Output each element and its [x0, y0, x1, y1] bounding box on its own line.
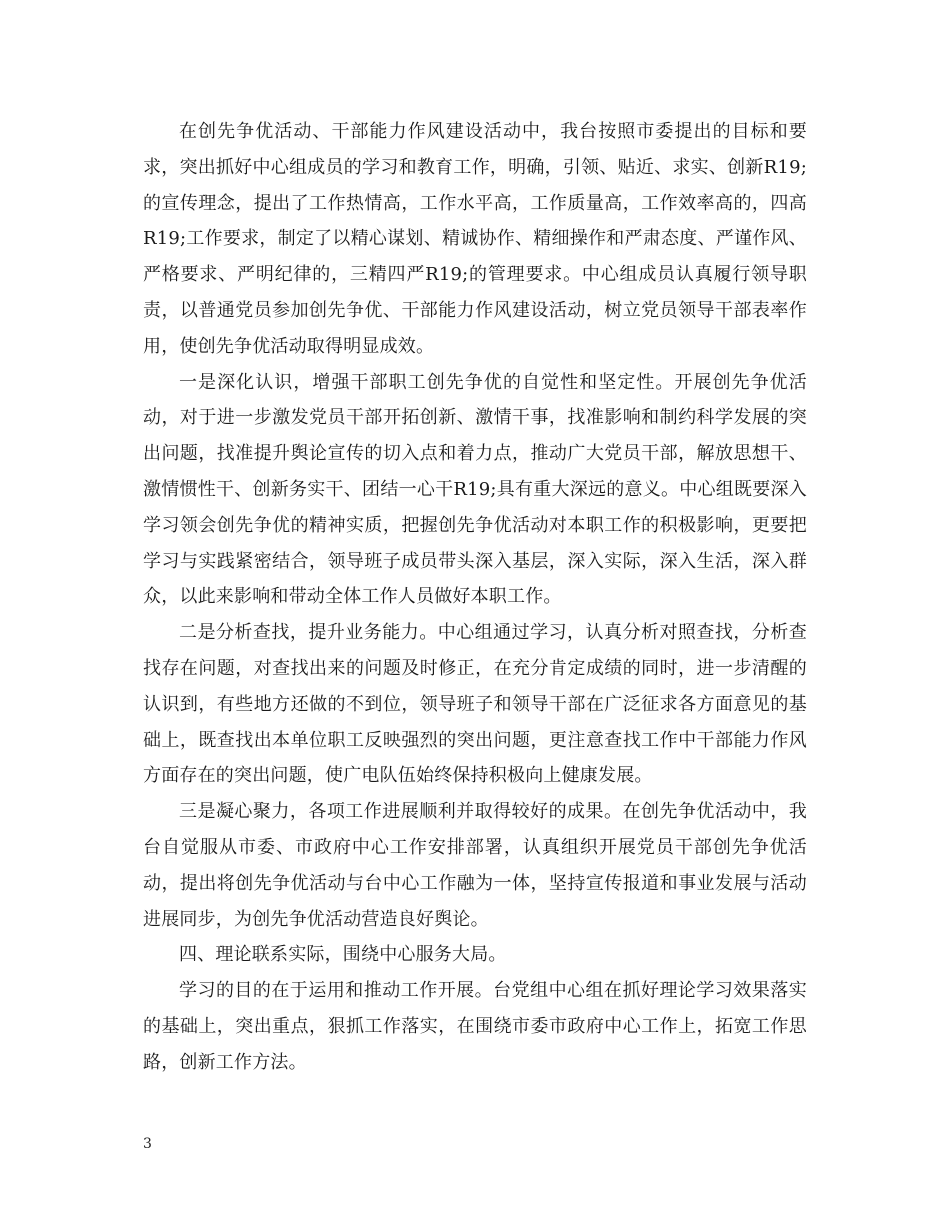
paragraph-point-two: 二是分析查找，提升业务能力。中心组通过学习，认真分析对照查找，分析查找存在问题，对查找出来的问题及时修正，在充分肯定成绩的同时，进一步清醒的认识到，有些地方还做的不到位，领导班子和领导干部在广泛征求各方面意见的基础上，既查找出本单位职工反映强烈的突出问题，更注意查找工作中干部能力作风方面存在的突出问题，使广电队伍始终保持积极向上健康发展。 — [143, 622, 807, 787]
paragraph-section-four: 学习的目的在于运用和推动工作开展。台党组中心组在抓好理论学习效果落实的基础上，突出重点，狠抓工作落实，在围绕市委市政府中心工作上，拓宽工作思路，创新工作方法。 — [143, 980, 807, 1073]
paragraph-point-one: 一是深化认识，增强干部职工创先争优的自觉性和坚定性。开展创先争优活动，对于进一步激发党员干部开拓创新、激情干事，找准影响和制约科学发展的突出问题，找准提升舆论宣传的切入点和着力点，推动广大党员干部，解放思想干、激情惯性干、创新务实干、团结一心干R19;具有重大深远的意义。中心组既要深入学习领会创先争优的精神实质，把握创先争优活动对本职工作的积极影响，更要把学习与实践紧密结合，领导班子成员带头深入基层，深入实际，深入生活，深入群众，以此来影响和带动全体工作人员做好本职工作。 — [143, 371, 807, 608]
paragraph-point-three: 三是凝心聚力，各项工作进展顺利并取得较好的成果。在创先争优活动中，我台自觉服从市委、市政府中心工作安排部署，认真组织开展党员干部创先争优活动，提出将创先争优活动与台中心工作融为一体，坚持宣传报道和事业发展与活动进展同步，为创先争优活动营造良好舆论。 — [143, 801, 807, 930]
page-number: 3 — [143, 1136, 152, 1152]
section-heading-four: 四、理论联系实际，围绕中心服务大局。 — [179, 944, 507, 966]
paragraph-intro: 在创先争优活动、干部能力作风建设活动中，我台按照市委提出的目标和要求，突出抓好中心组成员的学习和教育工作，明确，引领、贴近、求实、创新R19;的宣传理念，提出了工作热情高，工作水平高，工作质量高，工作效率高的，四高R19;工作要求，制定了以精心谋划、精诚协作、精细操作和严肃态度、严谨作风、严格要求、严明纪律的，三精四严R19;的管理要求。中心组成员认真履行领导职责，以普通党员参加创先争优、干部能力作风建设活动，树立党员领导干部表率作用，使创先争优活动取得明显成效。 — [143, 121, 807, 357]
document-body — [143, 114, 807, 1081]
